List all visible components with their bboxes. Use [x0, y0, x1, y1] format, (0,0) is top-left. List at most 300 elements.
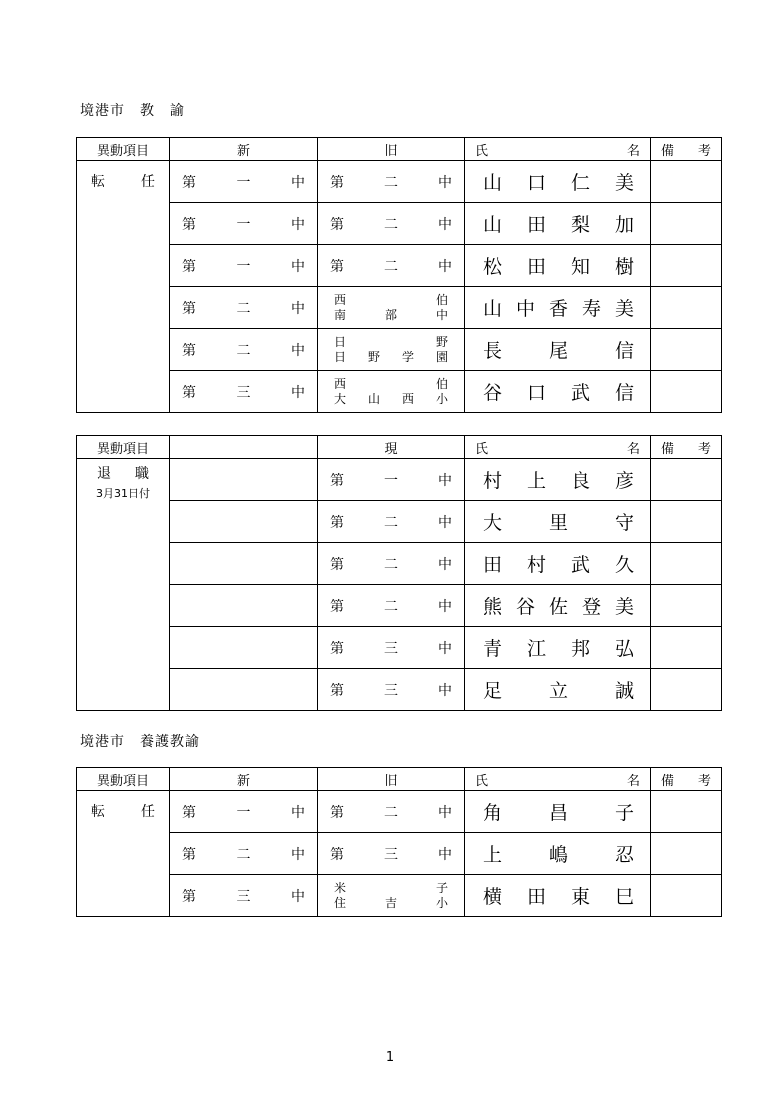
table-row: [77, 791, 722, 833]
table-row: [77, 329, 722, 371]
char: 忍: [614, 844, 634, 866]
char: 松: [483, 256, 503, 278]
category-cell: [77, 791, 170, 917]
char: 西: [334, 376, 347, 391]
char: 第: [182, 216, 196, 233]
name-cell: [465, 245, 651, 287]
old-school: [318, 172, 464, 192]
note-cell: [651, 161, 722, 203]
note-cell: [651, 833, 722, 875]
header-name-text: [465, 140, 650, 159]
school-line: [334, 377, 448, 392]
char: 第: [330, 472, 344, 489]
current-school-cell: [318, 627, 465, 669]
new-school-cell: [170, 161, 318, 203]
person-name: [465, 592, 650, 619]
char: 中: [291, 174, 305, 191]
char: 第: [330, 174, 344, 191]
header-name: [465, 768, 651, 791]
blank-cell: [170, 459, 318, 501]
note-cell: [651, 543, 722, 585]
char: 弘: [614, 638, 634, 660]
char: 嶋: [548, 844, 568, 866]
current-school-cell: [318, 459, 465, 501]
char: 西: [401, 391, 414, 406]
char: 一: [384, 472, 398, 489]
char: 中: [438, 846, 452, 863]
char: 第: [182, 342, 196, 359]
school-line: [334, 308, 448, 323]
char: 備: [661, 143, 675, 159]
char: 野: [435, 334, 448, 349]
char: 山: [483, 172, 503, 194]
new-school: [170, 886, 317, 906]
char: 横: [483, 886, 503, 908]
current-school-cell: [318, 543, 465, 585]
char: 二: [236, 300, 251, 317]
char: 知: [570, 256, 590, 278]
school-line: [334, 335, 448, 350]
note-cell: [651, 329, 722, 371]
current-school-cell: [318, 501, 465, 543]
header-blank: [170, 436, 318, 459]
header-note-text: [651, 140, 721, 159]
char: 登: [581, 596, 601, 618]
char: 考: [697, 441, 711, 457]
section-title-nurse-teachers: 境港市 養護教諭: [80, 734, 200, 750]
new-school: [170, 844, 317, 864]
table-row: [77, 459, 722, 501]
new-school-cell: [170, 329, 318, 371]
header-item: 異動項目: [77, 768, 170, 791]
new-school: [170, 214, 317, 234]
new-school: [170, 340, 317, 360]
char: 久: [614, 554, 634, 576]
person-name: [465, 882, 650, 909]
note-cell: [651, 501, 722, 543]
char: 邦: [570, 638, 590, 660]
char: 三: [384, 846, 398, 863]
person-name: [465, 294, 650, 321]
char: 中: [291, 804, 305, 821]
old-school: [318, 844, 464, 864]
current-school: [318, 554, 464, 574]
char: 第: [182, 846, 196, 863]
header-note: [651, 138, 722, 161]
char: 中: [438, 216, 452, 233]
char: 一: [236, 216, 251, 233]
table-header-row: [77, 138, 722, 161]
table-row: [77, 287, 722, 329]
new-school: [170, 172, 317, 192]
char: 二: [384, 514, 398, 531]
char: 氏: [475, 143, 489, 159]
old-school-cell: [318, 875, 465, 917]
person-name: [465, 378, 650, 405]
person-name: [465, 798, 650, 825]
char: 中: [291, 300, 305, 317]
header-name-text: [465, 770, 650, 789]
char: 部: [384, 307, 397, 322]
char: 信: [614, 382, 634, 404]
char: 二: [384, 598, 398, 615]
char: 考: [697, 143, 711, 159]
category-label: [77, 801, 169, 821]
char: 中: [438, 598, 452, 615]
name-cell: [465, 791, 651, 833]
char: 中: [438, 258, 452, 275]
person-name: [465, 550, 650, 577]
char: 中: [291, 342, 305, 359]
char: 信: [614, 340, 634, 362]
category-date: 3月31日付: [96, 487, 150, 500]
note-cell: [651, 791, 722, 833]
retirement-table: [76, 435, 722, 711]
note-cell: [651, 585, 722, 627]
char: 武: [570, 554, 590, 576]
char: 第: [330, 640, 344, 657]
char: 三: [384, 640, 398, 657]
header-note: [651, 768, 722, 791]
char: 角: [483, 802, 503, 824]
table-row: [77, 501, 722, 543]
char: 二: [236, 342, 251, 359]
table-row: [77, 371, 722, 413]
old-school-cell: [318, 791, 465, 833]
char: 加: [614, 214, 634, 236]
char: 第: [330, 804, 344, 821]
name-cell: [465, 161, 651, 203]
current-school-cell: [318, 669, 465, 711]
new-school-cell: [170, 791, 318, 833]
char: 江: [526, 638, 546, 660]
name-cell: [465, 585, 651, 627]
char: 美: [614, 298, 634, 320]
old-school: [318, 802, 464, 822]
current-school: [318, 512, 464, 532]
current-school: [318, 470, 464, 490]
char: 田: [483, 554, 503, 576]
char: 園: [435, 349, 448, 364]
note-cell: [651, 371, 722, 413]
char: 日: [334, 334, 347, 349]
school-line: [334, 293, 448, 308]
char: 名: [626, 441, 640, 457]
char: 第: [330, 598, 344, 615]
char: 熊: [483, 596, 503, 618]
char: 山: [483, 298, 503, 320]
table-row: [77, 203, 722, 245]
char: 青: [483, 638, 503, 660]
name-cell: [465, 501, 651, 543]
char: 二: [384, 216, 398, 233]
char: 田: [526, 214, 546, 236]
char: 日: [334, 349, 347, 364]
note-cell: [651, 459, 722, 501]
char: 二: [384, 174, 398, 191]
transfer-table-nurse-teachers: [76, 767, 722, 917]
old-school-two-line: [318, 335, 464, 365]
char: 中: [291, 846, 305, 863]
person-name: [465, 634, 650, 661]
char: 第: [330, 682, 344, 699]
char: 三: [236, 888, 251, 905]
char: 寿: [581, 298, 601, 320]
char: 立: [548, 680, 568, 702]
person-name: [465, 210, 650, 237]
char: 転: [91, 804, 105, 820]
char: 梨: [570, 214, 590, 236]
new-school-cell: [170, 875, 318, 917]
name-cell: [465, 833, 651, 875]
header-name-text: [465, 438, 650, 457]
char: 山: [483, 214, 503, 236]
header-new: 新: [170, 768, 318, 791]
header-note-text: [651, 438, 721, 457]
blank-cell: [170, 543, 318, 585]
char: 一: [236, 804, 251, 821]
person-name: [465, 252, 650, 279]
char: 足: [483, 680, 503, 702]
new-school-cell: [170, 245, 318, 287]
name-cell: [465, 371, 651, 413]
header-note-text: [651, 770, 721, 789]
char: 中: [438, 174, 452, 191]
current-school: [318, 596, 464, 616]
char: 美: [614, 172, 634, 194]
char: 学: [401, 349, 414, 364]
blank-cell: [170, 627, 318, 669]
person-name: [465, 676, 650, 703]
char: 谷: [483, 382, 503, 404]
char: 中: [291, 258, 305, 275]
table-row: [77, 669, 722, 711]
name-cell: [465, 543, 651, 585]
table-row: [77, 585, 722, 627]
table-row: [77, 245, 722, 287]
category-cell: [77, 161, 170, 413]
char: 大: [483, 512, 503, 534]
char: 職: [135, 466, 149, 482]
char: 田: [526, 256, 546, 278]
name-cell: [465, 669, 651, 711]
char: 第: [330, 846, 344, 863]
new-school-cell: [170, 287, 318, 329]
school-line: [334, 350, 448, 365]
name-cell: [465, 627, 651, 669]
char: 美: [614, 596, 634, 618]
current-school: [318, 680, 464, 700]
name-cell: [465, 287, 651, 329]
old-school-cell: [318, 203, 465, 245]
char: 名: [626, 143, 640, 159]
char: 考: [697, 773, 711, 789]
char: 口: [526, 382, 546, 404]
note-cell: [651, 627, 722, 669]
char: 仁: [570, 172, 590, 194]
person-name: [465, 168, 650, 195]
header-name: [465, 138, 651, 161]
new-school: [170, 802, 317, 822]
char: 南: [334, 307, 347, 322]
char: 昌: [548, 802, 568, 824]
char: 二: [384, 556, 398, 573]
new-school: [170, 298, 317, 318]
old-school: [318, 214, 464, 234]
name-cell: [465, 875, 651, 917]
char: 武: [570, 382, 590, 404]
char: 樹: [614, 256, 634, 278]
char: 吉: [384, 895, 397, 910]
category-label: [77, 171, 169, 191]
current-school: [318, 638, 464, 658]
char: 中: [438, 472, 452, 489]
char: 第: [330, 216, 344, 233]
name-cell: [465, 459, 651, 501]
char: 佐: [548, 596, 568, 618]
char: 子: [614, 802, 634, 824]
char: 小: [435, 895, 448, 910]
blank-cell: [170, 669, 318, 711]
new-school: [170, 256, 317, 276]
char: 備: [661, 441, 675, 457]
char: 転: [91, 174, 105, 190]
char: 村: [483, 470, 503, 492]
char: 第: [330, 258, 344, 275]
old-school-cell: [318, 329, 465, 371]
char: 第: [182, 384, 196, 401]
char: 第: [330, 514, 344, 531]
char: 中: [435, 307, 448, 322]
char: 二: [236, 846, 251, 863]
char: 伯: [435, 292, 448, 307]
char: 子: [435, 880, 448, 895]
char: 氏: [475, 441, 489, 457]
category-label: [77, 463, 169, 483]
char: 良: [570, 470, 590, 492]
char: 三: [236, 384, 251, 401]
char: 田: [526, 886, 546, 908]
old-school-cell: [318, 371, 465, 413]
current-school-cell: [318, 585, 465, 627]
char: 中: [438, 640, 452, 657]
old-school-cell: [318, 161, 465, 203]
school-line: [334, 881, 448, 896]
char: 中: [291, 888, 305, 905]
category-cell: [77, 459, 170, 711]
header-old: 旧: [318, 768, 465, 791]
table-row: [77, 161, 722, 203]
section-title-teachers: 境港市 教 諭: [80, 103, 185, 119]
char: 退: [97, 466, 111, 482]
name-cell: [465, 329, 651, 371]
char: 東: [570, 886, 590, 908]
old-school-two-line: [318, 377, 464, 407]
header-new: 新: [170, 138, 318, 161]
table-row: [77, 875, 722, 917]
char: 上: [526, 470, 546, 492]
note-cell: [651, 245, 722, 287]
new-school-cell: [170, 371, 318, 413]
school-line: [334, 896, 448, 911]
char: 西: [334, 292, 347, 307]
school-line: [334, 392, 448, 407]
table-row: [77, 543, 722, 585]
table-header-row: [77, 768, 722, 791]
note-cell: [651, 669, 722, 711]
char: 長: [483, 340, 503, 362]
char: 中: [291, 384, 305, 401]
char: 第: [182, 300, 196, 317]
char: 任: [141, 174, 155, 190]
table-row: [77, 833, 722, 875]
char: 里: [548, 512, 568, 534]
char: 口: [526, 172, 546, 194]
char: 第: [182, 804, 196, 821]
old-school: [318, 256, 464, 276]
header-old: 旧: [318, 138, 465, 161]
old-school-cell: [318, 245, 465, 287]
char: 野: [367, 349, 380, 364]
char: 二: [384, 804, 398, 821]
char: 第: [182, 174, 196, 191]
name-cell: [465, 203, 651, 245]
char: 備: [661, 773, 675, 789]
new-school-cell: [170, 833, 318, 875]
header-name: [465, 436, 651, 459]
char: 第: [182, 258, 196, 275]
old-school-two-line: [318, 881, 464, 911]
page-number: 1: [385, 1050, 395, 1065]
old-school-two-line: [318, 293, 464, 323]
char: 巳: [614, 886, 634, 908]
table-row: [77, 627, 722, 669]
char: 任: [141, 804, 155, 820]
person-name: [465, 508, 650, 535]
char: 第: [330, 556, 344, 573]
char: 守: [614, 512, 634, 534]
char: 中: [438, 556, 452, 573]
char: 第: [182, 888, 196, 905]
char: 二: [384, 258, 398, 275]
new-school: [170, 382, 317, 402]
note-cell: [651, 203, 722, 245]
char: 一: [236, 174, 251, 191]
char: 氏: [475, 773, 489, 789]
note-cell: [651, 287, 722, 329]
char: 香: [548, 298, 568, 320]
char: 彦: [614, 470, 634, 492]
header-item: 異動項目: [77, 436, 170, 459]
char: 中: [438, 514, 452, 531]
blank-cell: [170, 585, 318, 627]
char: 中: [291, 216, 305, 233]
char: 住: [334, 895, 347, 910]
char: 中: [515, 298, 535, 320]
person-name: [465, 336, 650, 363]
person-name: [465, 840, 650, 867]
header-current: 現: [318, 436, 465, 459]
char: 大: [334, 391, 347, 406]
char: 上: [483, 844, 503, 866]
char: 米: [334, 880, 347, 895]
header-item: 異動項目: [77, 138, 170, 161]
blank-cell: [170, 501, 318, 543]
char: 小: [435, 391, 448, 406]
char: 中: [438, 804, 452, 821]
char: 伯: [435, 376, 448, 391]
header-note: [651, 436, 722, 459]
